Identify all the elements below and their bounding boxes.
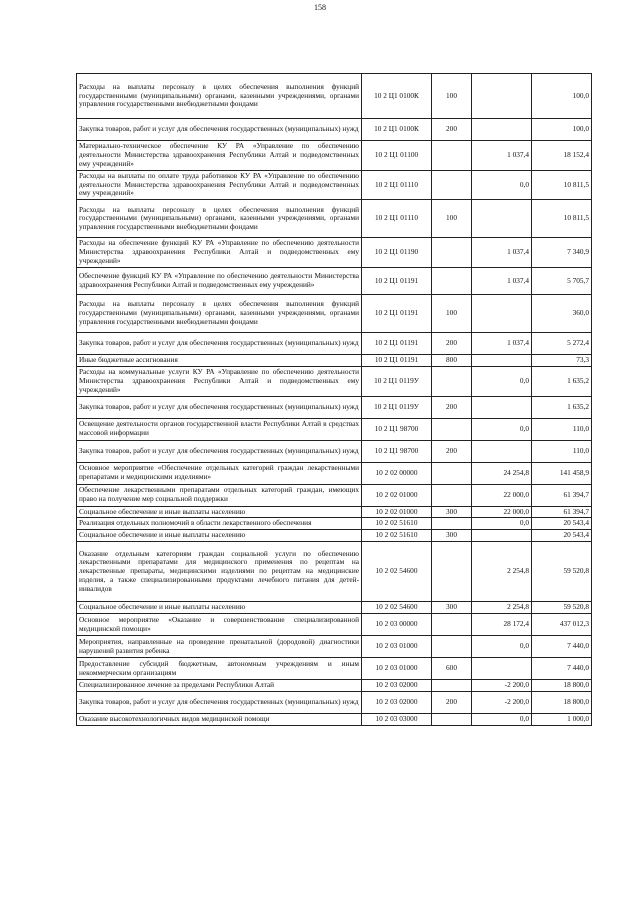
row-amount-change: 1 037,4 <box>472 333 532 355</box>
row-code: 10 2 02 51610 <box>362 530 432 542</box>
row-amount-change: 0,0 <box>472 518 532 530</box>
budget-table <box>76 73 592 726</box>
row-expense-type: 300 <box>432 602 472 614</box>
table-row <box>77 462 592 484</box>
row-amount-total: 20 543,4 <box>532 530 592 542</box>
row-code: 10 2 02 01000 <box>362 484 432 506</box>
table-row <box>77 141 592 171</box>
row-amount-change: 1 037,4 <box>472 268 532 295</box>
row-expense-type <box>432 418 472 440</box>
row-amount-change: 1 037,4 <box>472 238 532 268</box>
table-row <box>77 295 592 333</box>
table-row <box>77 680 592 692</box>
row-amount-total: 73,3 <box>532 355 592 367</box>
row-amount-change: 2 254,8 <box>472 602 532 614</box>
row-amount-change: 0,0 <box>472 636 532 658</box>
row-amount-total: 7 340,9 <box>532 238 592 268</box>
row-name: Расходы на выплаты персоналу в целях обеспечения выполнения функций государственными (муниципальными) органами, казенными учреждениями, органами управления государственными внебюджетными фондами <box>77 200 362 238</box>
row-code: 10 2 Ц1 01100 <box>362 141 432 171</box>
row-amount-total: 110,0 <box>532 440 592 462</box>
table-row <box>77 440 592 462</box>
row-name: Закупка товаров, работ и услуг для обеспечения государственных (муниципальных) нужд <box>77 119 362 141</box>
row-name: Обеспечение лекарственными препаратами отдельных категорий граждан, имеющих право на получение мер социальной поддержки <box>77 484 362 506</box>
row-amount-change <box>472 440 532 462</box>
row-code: 10 2 Ц1 0119У <box>362 396 432 418</box>
table-row <box>77 268 592 295</box>
row-code: 10 2 Ц1 01110 <box>362 170 432 200</box>
row-amount-total: 360,0 <box>532 295 592 333</box>
row-amount-change <box>472 74 532 119</box>
row-name: Закупка товаров, работ и услуг для обеспечения государственных (муниципальных) нужд <box>77 692 362 714</box>
row-code: 10 2 Ц1 0100К <box>362 119 432 141</box>
row-name: Расходы на обеспечение функций КУ РА «Управление по обеспечению деятельности Министерства здравоохранения Республики Алтай и подведомственных ему учреждений» <box>77 238 362 268</box>
row-name: Предоставление субсидий бюджетным, автономным учреждениям и иным некоммерческим организациям <box>77 658 362 680</box>
row-name: Закупка товаров, работ и услуг для обеспечения государственных (муниципальных) нужд <box>77 396 362 418</box>
table-row <box>77 238 592 268</box>
row-code: 10 2 Ц1 0119У <box>362 366 432 396</box>
row-amount-change: 22 000,0 <box>472 506 532 518</box>
row-amount-total: 18 800,0 <box>532 692 592 714</box>
row-amount-total: 20 543,4 <box>532 518 592 530</box>
row-code: 10 2 03 00000 <box>362 614 432 636</box>
row-amount-total: 141 458,9 <box>532 462 592 484</box>
row-expense-type <box>432 714 472 726</box>
row-name: Оказание высокотехнологичных видов медицинской помощи <box>77 714 362 726</box>
table-row <box>77 200 592 238</box>
row-amount-total: 61 394,7 <box>532 506 592 518</box>
row-name: Оказание отдельным категориям граждан социальной услуги по обеспечению лекарственными препаратами для медицинского применения по рецептам на лекарственные препараты, медицинскими изделиями по рецептам на медицинские изделия, а также специализированными продуктами лечебного питания для детей-инвалидов <box>77 542 362 602</box>
row-expense-type <box>432 141 472 171</box>
row-amount-change <box>472 295 532 333</box>
row-expense-type: 800 <box>432 355 472 367</box>
table-row <box>77 418 592 440</box>
row-name: Расходы на выплаты по оплате труда работников КУ РА «Управление по обеспечению деятельности Министерства здравоохранения Республики Алтай и подведомственных ему учреждений» <box>77 170 362 200</box>
row-name: Основное мероприятие «Оказание и совершенствование специализированной медицинской помощи» <box>77 614 362 636</box>
row-name: Закупка товаров, работ и услуг для обеспечения государственных (муниципальных) нужд <box>77 440 362 462</box>
row-code: 10 2 02 54600 <box>362 542 432 602</box>
row-expense-type: 300 <box>432 530 472 542</box>
row-amount-total: 7 440,0 <box>532 658 592 680</box>
row-expense-type: 300 <box>432 506 472 518</box>
row-expense-type <box>432 636 472 658</box>
row-code: 10 2 03 01000 <box>362 636 432 658</box>
row-amount-total: 100,0 <box>532 119 592 141</box>
row-name: Социальное обеспечение и иные выплаты населению <box>77 602 362 614</box>
row-name: Социальное обеспечение и иные выплаты населению <box>77 530 362 542</box>
table-row <box>77 692 592 714</box>
row-code: 10 2 03 02000 <box>362 692 432 714</box>
row-amount-change <box>472 658 532 680</box>
row-expense-type <box>432 518 472 530</box>
row-name: Основное мероприятие «Обеспечение отдельных категорий граждан лекарственными препаратами и медицинскими изделиями» <box>77 462 362 484</box>
row-amount-change: 28 172,4 <box>472 614 532 636</box>
row-amount-change: -2 200,0 <box>472 680 532 692</box>
row-code: 10 2 Ц1 01190 <box>362 238 432 268</box>
row-amount-change: 1 037,4 <box>472 141 532 171</box>
row-amount-change: 22 000,0 <box>472 484 532 506</box>
row-expense-type: 600 <box>432 658 472 680</box>
row-name: Обеспечение функций КУ РА «Управление по обеспечению деятельности Министерства здравоохранения Республики Алтай и подведомственных ему учреждений» <box>77 268 362 295</box>
row-amount-change: 0,0 <box>472 418 532 440</box>
row-amount-change <box>472 119 532 141</box>
row-code: 10 2 Ц1 01191 <box>362 355 432 367</box>
table-row <box>77 658 592 680</box>
table-row <box>77 518 592 530</box>
row-code: 10 2 02 00000 <box>362 462 432 484</box>
row-amount-total: 1 635,2 <box>532 396 592 418</box>
row-expense-type <box>432 462 472 484</box>
row-amount-total: 7 440,0 <box>532 636 592 658</box>
row-name: Расходы на выплаты персоналу в целях обеспечения выполнения функций государственными (муниципальными) органами, казенными учреждениями, органами управления государственными внебюджетными фондами <box>77 295 362 333</box>
row-amount-total: 5 272,4 <box>532 333 592 355</box>
row-name: Иные бюджетные ассигнования <box>77 355 362 367</box>
row-code: 10 2 03 02000 <box>362 680 432 692</box>
row-amount-total: 10 811,5 <box>532 170 592 200</box>
row-amount-total: 5 705,7 <box>532 268 592 295</box>
table-row <box>77 714 592 726</box>
row-amount-change <box>472 355 532 367</box>
table-row <box>77 614 592 636</box>
row-expense-type <box>432 484 472 506</box>
row-amount-total: 437 012,3 <box>532 614 592 636</box>
row-amount-total: 1 000,0 <box>532 714 592 726</box>
row-amount-total: 59 520,8 <box>532 542 592 602</box>
row-name: Материально-техническое обеспечение КУ РА «Управление по обеспечению деятельности Министерства здравоохранения Республики Алтай и подведомственных ему учреждений» <box>77 141 362 171</box>
row-name: Специализированное лечение за пределами Республики Алтай <box>77 680 362 692</box>
row-expense-type <box>432 170 472 200</box>
row-expense-type <box>432 614 472 636</box>
row-expense-type <box>432 366 472 396</box>
row-amount-total: 100,0 <box>532 74 592 119</box>
row-expense-type: 200 <box>432 440 472 462</box>
row-amount-total: 59 520,8 <box>532 602 592 614</box>
table-row <box>77 602 592 614</box>
row-amount-total: 61 394,7 <box>532 484 592 506</box>
row-code: 10 2 Ц1 01110 <box>362 200 432 238</box>
table-row <box>77 542 592 602</box>
row-name: Освещение деятельности органов государственной власти Республики Алтай в средствах массовой информации <box>77 418 362 440</box>
row-code: 10 2 Ц1 0100К <box>362 74 432 119</box>
row-amount-total: 110,0 <box>532 418 592 440</box>
page-number: 158 <box>314 3 326 12</box>
row-code: 10 2 03 03000 <box>362 714 432 726</box>
table-row <box>77 530 592 542</box>
row-expense-type: 100 <box>432 200 472 238</box>
row-expense-type <box>432 680 472 692</box>
row-expense-type <box>432 542 472 602</box>
row-amount-total: 18 800,0 <box>532 680 592 692</box>
row-amount-change: 24 254,8 <box>472 462 532 484</box>
table-row <box>77 484 592 506</box>
row-expense-type: 100 <box>432 295 472 333</box>
row-name: Расходы на выплаты персоналу в целях обеспечения выполнения функций государственными (муниципальными) органами, казенными учреждениями, органами управления государственными внебюджетными фондами <box>77 74 362 119</box>
table-row <box>77 355 592 367</box>
row-expense-type: 200 <box>432 119 472 141</box>
row-amount-total: 1 635,2 <box>532 366 592 396</box>
row-name: Закупка товаров, работ и услуг для обеспечения государственных (муниципальных) нужд <box>77 333 362 355</box>
row-amount-change: -2 200,0 <box>472 692 532 714</box>
table-row <box>77 119 592 141</box>
row-amount-change: 2 254,8 <box>472 542 532 602</box>
row-expense-type <box>432 238 472 268</box>
row-code: 10 2 02 51610 <box>362 518 432 530</box>
row-code: 10 2 02 54600 <box>362 602 432 614</box>
row-amount-change: 0,0 <box>472 366 532 396</box>
row-code: 10 2 02 01000 <box>362 506 432 518</box>
row-amount-change: 0,0 <box>472 170 532 200</box>
row-code: 10 2 03 01000 <box>362 658 432 680</box>
row-name: Мероприятия, направленные на проведение пренатальной (дородовой) диагностики нарушений развития ребенка <box>77 636 362 658</box>
table-row <box>77 506 592 518</box>
row-expense-type: 200 <box>432 692 472 714</box>
row-amount-change: 0,0 <box>472 714 532 726</box>
row-expense-type: 200 <box>432 333 472 355</box>
row-amount-total: 18 152,4 <box>532 141 592 171</box>
row-amount-change <box>472 200 532 238</box>
row-amount-total: 10 811,5 <box>532 200 592 238</box>
row-name: Реализация отдельных полномочий в области лекарственного обеспечения <box>77 518 362 530</box>
row-code: 10 2 Ц1 98700 <box>362 418 432 440</box>
table-row <box>77 333 592 355</box>
row-code: 10 2 Ц1 01191 <box>362 268 432 295</box>
row-expense-type: 100 <box>432 74 472 119</box>
row-code: 10 2 Ц1 01191 <box>362 295 432 333</box>
row-expense-type: 200 <box>432 396 472 418</box>
row-name: Расходы на коммунальные услуги КУ РА «Управление по обеспечению деятельности Министерства здравоохранения Республики Алтай и подведомственных ему учреждений» <box>77 366 362 396</box>
row-amount-change <box>472 396 532 418</box>
table-row <box>77 396 592 418</box>
table-row <box>77 74 592 119</box>
row-amount-change <box>472 530 532 542</box>
table-row <box>77 366 592 396</box>
table-row <box>77 636 592 658</box>
row-code: 10 2 Ц1 01191 <box>362 333 432 355</box>
row-name: Социальное обеспечение и иные выплаты населению <box>77 506 362 518</box>
row-expense-type <box>432 268 472 295</box>
table-row <box>77 170 592 200</box>
row-code: 10 2 Ц1 98700 <box>362 440 432 462</box>
